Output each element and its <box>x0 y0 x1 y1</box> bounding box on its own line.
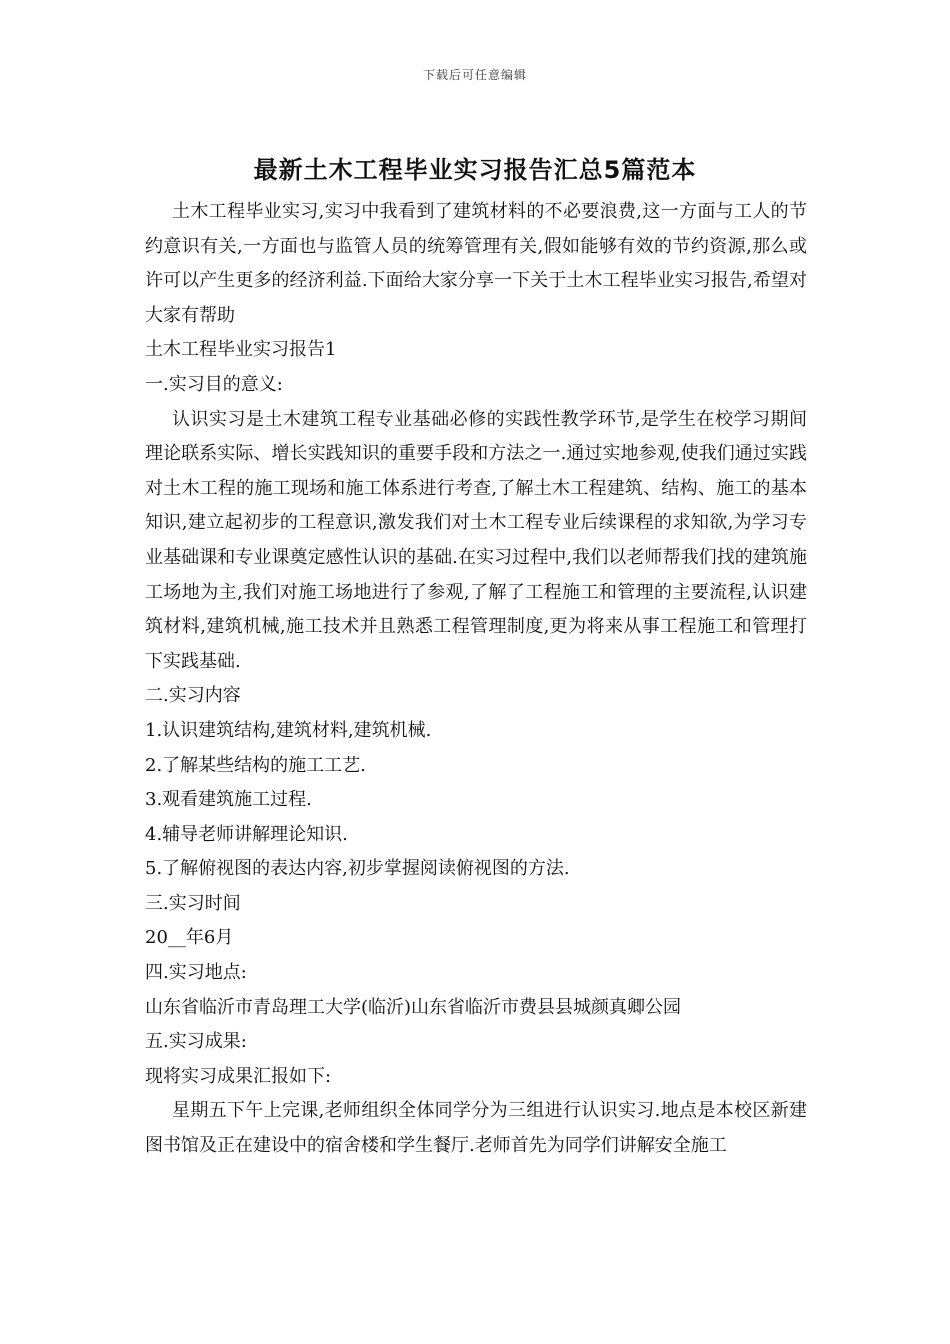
content-list-item: 3.观看建筑施工过程. <box>145 789 312 811</box>
purpose-paragraph: 认识实习是土木建筑工程专业基础必修的实践性教学环节,是学生在校学习期间理论联系实际、增长实践知识的重要手段和方法之一.通过实地参观,使我们通过实践对土木工程的施工现场和施工体系进行考查,了解土木工程建筑、结构、施工的基本知识,建立起初步的工程意识,激发我们对土木工程专业后续课程的求知欲,为学习专业基础课和专业课奠定感性认识的基础.在实习过程中,我们以老师帮我们找的建筑施工场地为主,我们对施工场地进行了参观,了解了工程施工和管理的主要流程,认识建筑材料,建筑机械,施工技术并且熟悉工程管理制度,更为将来从事工程施工和管理打下实践基础. <box>145 408 807 672</box>
results-intro: 现将实习成果汇报如下: <box>145 1065 332 1087</box>
results-paragraph: 星期五下午上完课,老师组织全体同学分为三组进行认识实习.地点是本校区新建图书馆及正在建设中的宿舍楼和学生餐厅.老师首先为同学们讲解安全施工 <box>145 1100 807 1157</box>
intro-paragraph: 土木工程毕业实习,实习中我看到了建筑材料的不必要浪费,这一方面与工人的节约意识有关,一方面也与监管人员的统筹管理有关,假如能够有效的节约资源,那么或许可以产生更多的经济利益.下面给大家分享一下关于土木工程毕业实习报告,希望对大家有帮助 <box>145 201 807 326</box>
document-body <box>145 195 807 1164</box>
header-note: 下载后可任意编辑 <box>422 68 527 82</box>
section-heading-results: 五.实习成果: <box>145 1031 247 1053</box>
place-value: 山东省临沂市青岛理工大学(临沂)山东省临沂市费县县城颜真卿公园 <box>145 996 682 1018</box>
report-heading: 土木工程毕业实习报告1 <box>145 339 337 361</box>
content-list-item: 4.辅导老师讲解理论知识. <box>145 823 348 845</box>
content-list-item: 2.了解某些结构的施工工艺. <box>145 754 366 776</box>
section-heading-time: 三.实习时间 <box>145 892 241 914</box>
section-heading-place: 四.实习地点: <box>145 962 247 984</box>
section-heading-content: 二.实习内容 <box>145 685 241 707</box>
document-title: 最新土木工程毕业实习报告汇总5篇范本 <box>253 156 697 184</box>
content-list-item: 1.认识建筑结构,建筑材料,建筑机械. <box>145 719 432 741</box>
content-list-item: 5.了解俯视图的表达内容,初步掌握阅读俯视图的方法. <box>145 858 570 880</box>
section-heading-purpose: 一.实习目的意义: <box>145 373 283 395</box>
time-value: 20__年6月 <box>145 927 234 949</box>
